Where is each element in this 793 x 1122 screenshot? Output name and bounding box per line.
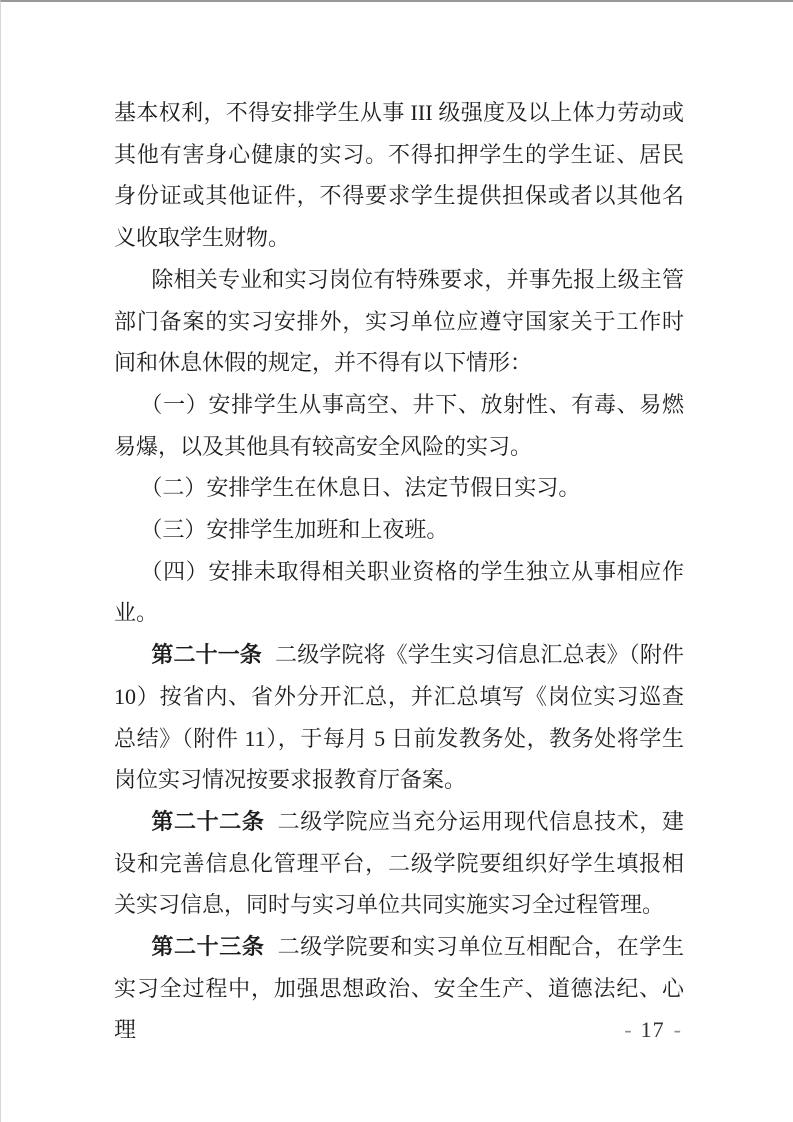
list-item-1 <box>114 384 684 467</box>
article-21-text: 二级学院将《学生实习信息汇总表》（附件10）按省内、省外分开汇总，并汇总填写《岗位实习巡查总结》（附件 11），于每月 5 日前发教务处，教务处将学生岗位实习情况按要求报教育厅备案。 <box>114 642 684 793</box>
list-item-4 <box>114 551 684 634</box>
document-body <box>114 92 684 1051</box>
article-23 <box>114 926 684 1051</box>
paragraph-exceptions-intro <box>114 259 684 384</box>
list-item-2 <box>114 467 684 509</box>
page-number-left-dash: - <box>624 1017 632 1042</box>
article-22 <box>114 801 684 926</box>
list-item-3 <box>114 509 684 551</box>
list-item-1-text: （一）安排学生从事高空、井下、放射性、有毒、易燃易爆，以及其他具有较高安全风险的实习。 <box>114 391 684 459</box>
list-item-2-text: （二）安排学生在休息日、法定节假日实习。 <box>140 475 581 501</box>
page-number-value: 17 <box>640 1017 665 1042</box>
article-22-heading: 第二十二条 <box>151 808 265 834</box>
page-number <box>624 1017 681 1043</box>
paragraph-exceptions-intro-text: 除相关专业和实习岗位有特殊要求，并事先报上级主管部门备案的实习安排外，实习单位应遵守国家关于工作时间和休息休假的规定，并不得有以下情形： <box>114 266 684 376</box>
article-21-heading: 第二十一条 <box>151 642 262 668</box>
paragraph-continuation <box>114 92 684 259</box>
article-23-text: 二级学院要和实习单位互相配合，在学生实习全过程中，加强思想政治、安全生产、道德法纪、心理 <box>114 934 684 1043</box>
article-23-heading: 第二十三条 <box>151 934 265 960</box>
list-item-4-text: （四）安排未取得相关职业资格的学生独立从事相应作业。 <box>114 558 684 626</box>
article-21 <box>114 634 684 801</box>
page-number-right-dash: - <box>673 1017 681 1042</box>
paragraph-continuation-text: 基本权利，不得安排学生从事 III 级强度及以上体力劳动或其他有害身心健康的实习。不得扣押学生的学生证、居民身份证或其他证件，不得要求学生提供担保或者以其他名义收取学生财物。 <box>114 100 684 251</box>
list-item-3-text: （三）安排学生加班和上夜班。 <box>140 517 449 543</box>
article-22-text: 二级学院应当充分运用现代信息技术，建设和完善信息化管理平台，二级学院要组织好学生填报相关实习信息，同时与实习单位共同实施实习全过程管理。 <box>114 808 684 918</box>
